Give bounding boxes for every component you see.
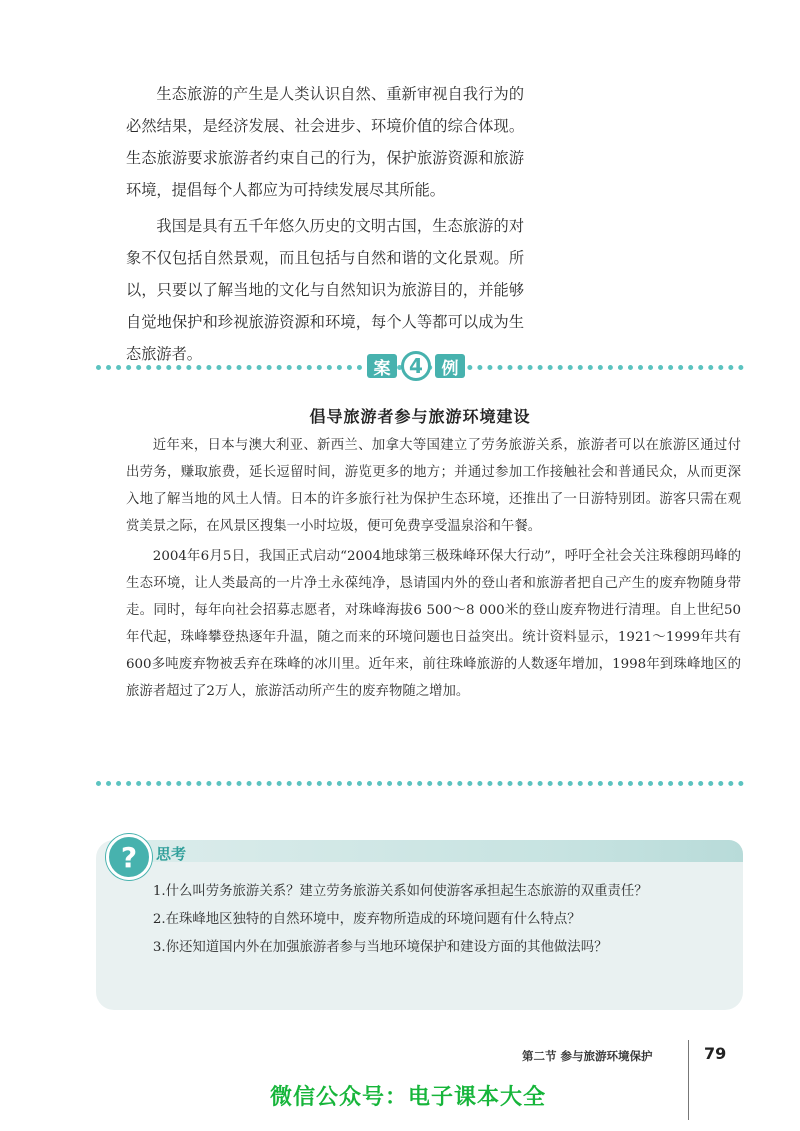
footer-section-title: 第二节 参与旅游环境保护 [522,1049,653,1063]
page-number: 79 [704,1044,727,1063]
case-badge-right: 例 [435,354,465,378]
intro-text [126,78,524,374]
think-question-2: 2.在珠峰地区独特的自然环境中，废弃物所造成的环境问题有什么特点？ [152,912,581,927]
think-header [96,834,743,874]
case-body [126,432,741,708]
think-label: 思考 [156,845,187,863]
footer-rule [688,1040,689,1120]
case-badge-left: 案 [367,354,397,378]
watermark-text: 微信公众号：电子课本大全 [270,1085,547,1110]
case-badge-number: 4 [401,351,431,381]
intro-paragraph-1: 生态旅游的产生是人类认识自然、重新审视自我行为的必然结果，是经济发展、社会进步、环境价值的综合体现。生态旅游要求旅游者约束自己的行为，保护旅游资源和旅游环境，提倡每个人都应为可持续发展尽其所能。 [126,85,524,199]
intro-paragraph-2: 我国是具有五千年悠久历史的文明古国，生态旅游的对象不仅包括自然景观，而且包括与自然和谐的文化景观。所以，只要以了解当地的文化与自然知识为旅游目的，并能够自觉地保护和珍视旅游资源和环境，每个人等都可以成为生态旅游者。 [126,217,524,363]
case-paragraph-2: 2004年6月5日，我国正式启动“2004地球第三极珠峰环保大行动”，呼吁全社会关注珠穆朗玛峰的生态环境，让人类最高的一片净土永葆纯净，恳请国内外的登山者和旅游者把自己产生的废弃物随身带走。同时，每年向社会招募志愿者，对珠峰海拔6 500～8 000米的登山废弃物进行清理。自上世纪50年代起，珠峰攀登热逐年升温，随之而来的环境问题也日益突出。统计资料显示，1921～1999年共有600多吨废弃物被丢弃在珠峰的冰川里。近年来，前往珠峰旅游的人数逐年增加，1998年到珠峰地区的旅游者超过了2万人，旅游活动所产生的废弃物随之增加。 [126,549,741,699]
case-bottom-divider [96,781,744,786]
case-badge [360,351,472,381]
think-question-3: 3.你还知道国内外在加强旅游者参与当地环境保护和建设方面的其他做法吗？ [152,940,608,955]
case-paragraph-1: 近年来，日本与澳大利亚、新西兰、加拿大等国建立了劳务旅游关系，旅游者可以在旅游区通过付出劳务，赚取旅费，延长逗留时间，游览更多的地方；并通过参加工作接触社会和普通民众，从而更深入地了解当地的风土人情。日本的许多旅行社为保护生态环境，还推出了一日游特别团。游客只需在观赏美景之际，在风景区搜集一小时垃圾，便可免费享受温泉浴和午餐。 [126,438,741,534]
question-icon: ? [106,834,152,880]
think-questions [122,878,702,962]
case-title: 倡导旅游者参与旅游环境建设 [309,407,531,426]
think-header-band [136,840,743,862]
think-question-1: 1.什么叫劳务旅游关系？建立劳务旅游关系如何使游客承担起生态旅游的双重责任？ [152,884,648,899]
